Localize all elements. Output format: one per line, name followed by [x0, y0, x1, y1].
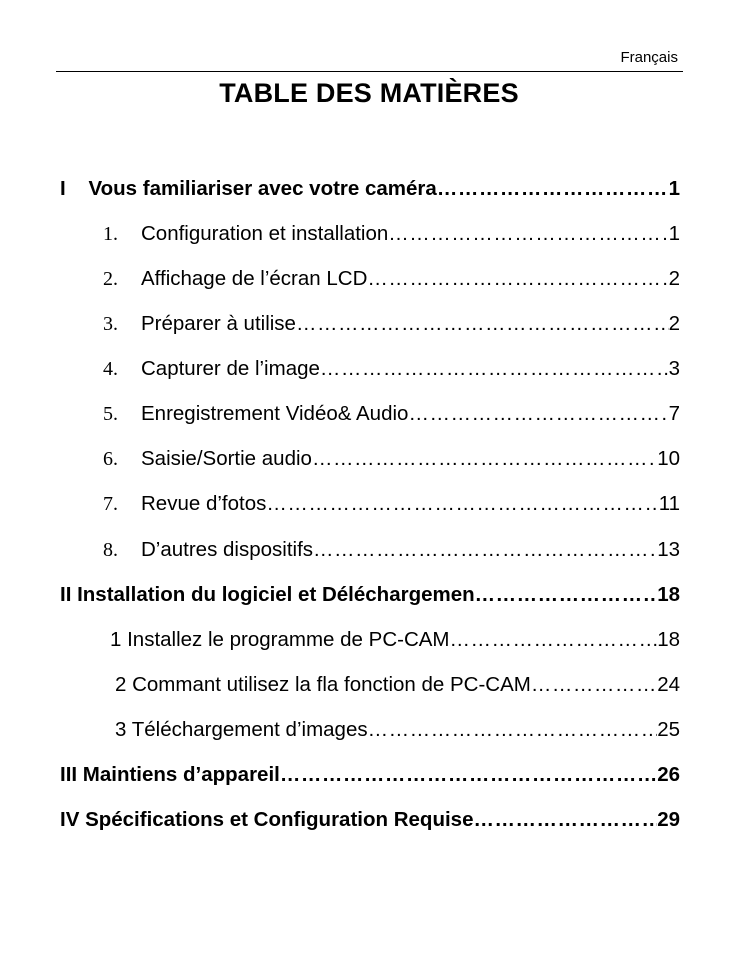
toc-section-number: 3. [103, 313, 118, 335]
toc-section-5[interactable] [103, 400, 680, 428]
toc-section-7[interactable] [103, 490, 680, 518]
toc-chapter-4-page: 29 [657, 808, 680, 831]
dot-leader [531, 671, 657, 699]
toc-section-page: 2 [668, 267, 680, 290]
toc-chapter-2-label: II Installation du logiciel et Déléchargemen [60, 583, 475, 606]
toc-subsection-3[interactable] [115, 716, 680, 744]
dot-leader [367, 265, 668, 293]
toc-subsection-page: 25 [657, 718, 680, 741]
toc-section-page: 1 [668, 222, 680, 245]
toc-section-page: 2 [668, 312, 680, 335]
toc-section-label: Affichage de l’écran LCD [141, 267, 368, 290]
toc-chapter-2[interactable] [60, 581, 680, 609]
dot-leader [266, 490, 658, 518]
dot-leader [368, 716, 658, 744]
toc-chapter-2-page: 18 [657, 583, 680, 606]
language-label: Français [620, 49, 678, 66]
dot-leader [280, 761, 657, 789]
toc-section-8[interactable] [103, 536, 680, 564]
toc-subsection-page: 18 [657, 628, 680, 651]
toc-section-label: Configuration et installation [141, 222, 389, 245]
toc-section-number: 7. [103, 493, 118, 515]
toc-section-page: 10 [657, 447, 680, 470]
toc-section-label: D’autres dispositifs [141, 538, 314, 561]
toc-chapter-1-page: 1 [668, 177, 680, 200]
toc-subsection-page: 24 [657, 673, 680, 696]
dot-leader [473, 806, 657, 834]
dot-leader [313, 536, 657, 564]
toc-chapter-3-page: 26 [657, 763, 680, 786]
toc-chapter-3[interactable] [60, 761, 680, 789]
toc-section-label: Revue d’fotos [141, 492, 267, 515]
toc-subsection-label: 2 Commant utilisez la fla fonction de PC-CAM [115, 673, 531, 696]
toc-section-number: 1. [103, 223, 118, 245]
toc-section-label: Préparer à utilise [141, 312, 296, 335]
toc-chapter-3-label: III Maintiens d’appareil [60, 763, 280, 786]
toc-section-6[interactable] [103, 445, 680, 473]
toc-subsection-label: 1 Installez le programme de PC-CAM [110, 628, 450, 651]
toc-chapter-1-label: I Vous familiariser avec votre caméra [60, 177, 437, 200]
toc-section-label: Capturer de l’image [141, 357, 320, 380]
toc-section-page: 7 [668, 402, 680, 425]
toc-section-1[interactable] [103, 220, 680, 248]
toc-section-page: 3 [668, 357, 680, 380]
page-title: TABLE DES MATIÈRES [219, 78, 519, 108]
toc-chapter-4[interactable] [60, 806, 680, 834]
toc-section-page: 13 [657, 538, 680, 561]
toc-section-number: 8. [103, 539, 118, 561]
dot-leader [320, 355, 669, 383]
toc-section-number: 2. [103, 268, 118, 290]
header-divider [56, 71, 683, 72]
dot-leader [450, 626, 658, 654]
dot-leader [312, 445, 657, 473]
toc-section-3[interactable] [103, 310, 680, 338]
toc-section-label: Saisie/Sortie audio [141, 447, 312, 470]
toc-chapter-4-label: IV Spécifications et Configuration Requise [60, 808, 474, 831]
toc-section-number: 6. [103, 448, 118, 470]
toc-section-label: Enregistrement Vidéo& Audio [141, 402, 409, 425]
toc-section-2[interactable] [103, 265, 680, 293]
dot-leader [475, 581, 658, 609]
toc-section-number: 5. [103, 403, 118, 425]
toc-subsection-1[interactable] [110, 626, 680, 654]
toc-subsection-label: 3 Téléchargement d’images [115, 718, 368, 741]
toc-section-4[interactable] [103, 355, 680, 383]
dot-leader [437, 175, 669, 203]
toc-section-page: 11 [658, 492, 680, 515]
toc-section-number: 4. [103, 358, 118, 380]
toc-chapter-1[interactable] [60, 175, 680, 203]
toc-subsection-2[interactable] [115, 671, 680, 699]
dot-leader [296, 310, 669, 338]
dot-leader [408, 400, 668, 428]
dot-leader [388, 220, 668, 248]
